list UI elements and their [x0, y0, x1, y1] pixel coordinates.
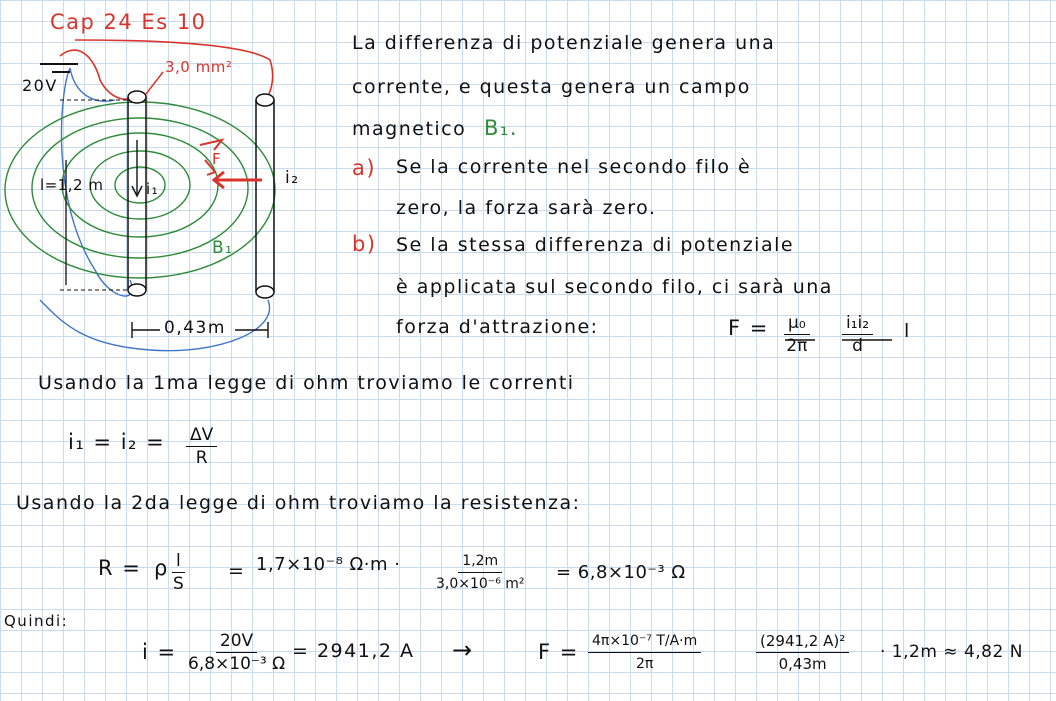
formula-mu-num: μ₀ — [784, 312, 810, 335]
current-den: 6,8×10⁻³ Ω — [188, 654, 286, 674]
field-b1-label: B₁ — [212, 238, 234, 258]
resistance-rho-value: 1,7×10⁻⁸ Ω·m · — [256, 554, 401, 575]
intro-line-1: La differenza di potenziale genera una — [352, 32, 776, 54]
voltage-label: 20V — [22, 76, 58, 95]
intro-line-3: magnetico — [352, 118, 467, 140]
current-fraction — [188, 630, 285, 675]
formula-i-fraction — [842, 312, 873, 357]
part-b-label: b) — [352, 232, 377, 256]
resistance-eq1: = — [228, 560, 246, 582]
resistance-l-over-s — [172, 550, 185, 595]
step1-text: Usando la 1ma legge di ohm troviamo le correnti — [38, 372, 575, 394]
wire-2 — [256, 94, 274, 298]
force-den1: 2π — [635, 656, 654, 672]
resistance-lhs: R = — [98, 556, 142, 580]
current-num: 20V — [216, 630, 257, 653]
formula-f-lhs: F = — [728, 316, 769, 340]
resistance-den: S — [172, 574, 184, 594]
resistance-frac-num: 1,2m — [458, 550, 502, 573]
current-result: = 2941,2 A — [292, 640, 415, 662]
length-label: l=1,2 m — [40, 176, 104, 194]
area-arrow — [146, 72, 163, 94]
current-2-label: i₂ — [285, 168, 300, 188]
part-a-line-2: zero, la forza sarà zero. — [396, 197, 657, 219]
distance-label: 0,43m — [164, 318, 226, 338]
current-lhs: i = — [142, 640, 177, 664]
force-mu-fraction — [588, 630, 701, 675]
formula-mu-fraction — [784, 312, 810, 357]
arrow-implies: → — [452, 636, 474, 664]
part-b-line-1: Se la stessa differenza di potenziale — [396, 234, 795, 256]
force-num1: 4π×10⁻⁷ T/A·m — [588, 630, 701, 653]
area-label: 3,0 mm² — [165, 58, 233, 76]
part-a-line-1: Se la corrente nel secondo filo è — [396, 156, 752, 178]
field-direction-marks — [200, 140, 222, 150]
resistance-num: l — [172, 550, 185, 573]
current-1-label: i₁ — [146, 180, 160, 198]
resistance-frac-den: 3,0×10⁻⁶ m² — [436, 576, 525, 592]
formula-i-num: i₁i₂ — [842, 312, 873, 335]
conclusion-label: Quindi: — [4, 612, 69, 630]
force-label: F — [212, 150, 223, 168]
resistance-rho: ρ — [154, 556, 169, 580]
force-current-fraction — [756, 630, 849, 675]
circuit-wire-blue — [40, 68, 270, 351]
resistance-value-fraction — [436, 550, 525, 595]
resistance-result: = 6,8×10⁻³ Ω — [556, 562, 686, 583]
intro-line-2: corrente, e questa genera un campo — [352, 76, 751, 98]
force-result: · 1,2m ≈ 4,82 N — [880, 642, 1023, 662]
formula-i-den: d — [852, 336, 863, 356]
force-num2: (2941,2 A)² — [756, 630, 849, 653]
part-b-line-3: forza d'attrazione: — [396, 316, 599, 338]
force-lhs: F = — [538, 640, 579, 664]
formula-mu-den: 2π — [786, 336, 808, 356]
intro-b1: B₁. — [484, 116, 519, 140]
formula-l: l — [904, 320, 911, 342]
part-a-label: a) — [352, 156, 377, 180]
part-b-line-2: è applicata sul secondo filo, ci sarà una — [396, 276, 833, 298]
force-den2: 0,43m — [778, 655, 827, 673]
step1-lhs: i₁ = i₂ = — [68, 430, 166, 454]
exercise-title: Cap 24 Es 10 — [50, 10, 207, 34]
step1-num: ΔV — [186, 424, 217, 447]
step1-den: R — [195, 448, 208, 468]
step2-text: Usando la 2da legge di ohm troviamo la resistenza: — [16, 492, 581, 514]
step1-fraction — [186, 424, 217, 469]
